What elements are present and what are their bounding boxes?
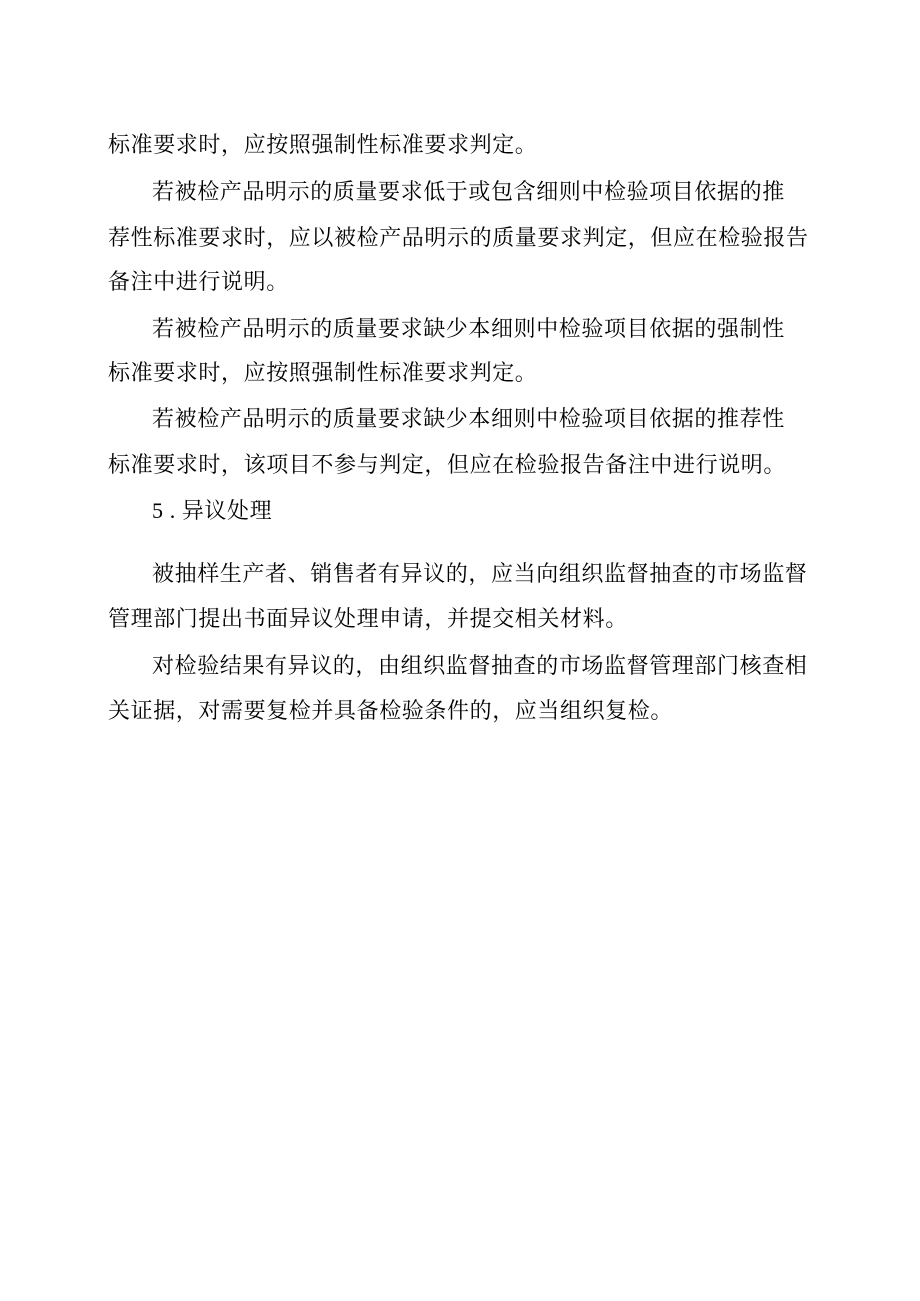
paragraph-line: 若被检产品明示的质量要求低于或包含细则中检验项目依据的推 [152, 180, 785, 205]
paragraph-line: 被抽样生产者、销售者有异议的，应当向组织监督抽查的市场监督 [152, 562, 808, 587]
paragraph-line: 标准要求时，该项目不参与判定，但应在检验报告备注中进行说明。 [108, 453, 787, 478]
section-title: 异议处理 [181, 499, 273, 524]
paragraph-line: 备注中进行说明。 [108, 270, 289, 295]
paragraph-line: 若被检产品明示的质量要求缺少本细则中检验项目依据的推荐性 [152, 407, 785, 432]
paragraph-line: 关证据，对需要复检并具备检验条件的，应当组织复检。 [108, 699, 674, 724]
paragraph-line: 荐性标准要求时，应以被检产品明示的质量要求判定，但应在检验报告 [108, 226, 809, 251]
paragraph-line: 对检验结果有异议的，由组织监督抽查的市场监督管理部门核查相 [152, 654, 808, 679]
section-number: 5 . [152, 498, 176, 523]
paragraph-line: 标准要求时，应按照强制性标准要求判定。 [108, 133, 538, 158]
section-heading [152, 496, 872, 527]
paragraph-line: 若被检产品明示的质量要求缺少本细则中检验项目依据的强制性 [152, 317, 785, 342]
paragraph-line: 标准要求时，应按照强制性标准要求判定。 [108, 361, 538, 386]
paragraph-line: 管理部门提出书面异议处理申请，并提交相关材料。 [108, 607, 628, 632]
